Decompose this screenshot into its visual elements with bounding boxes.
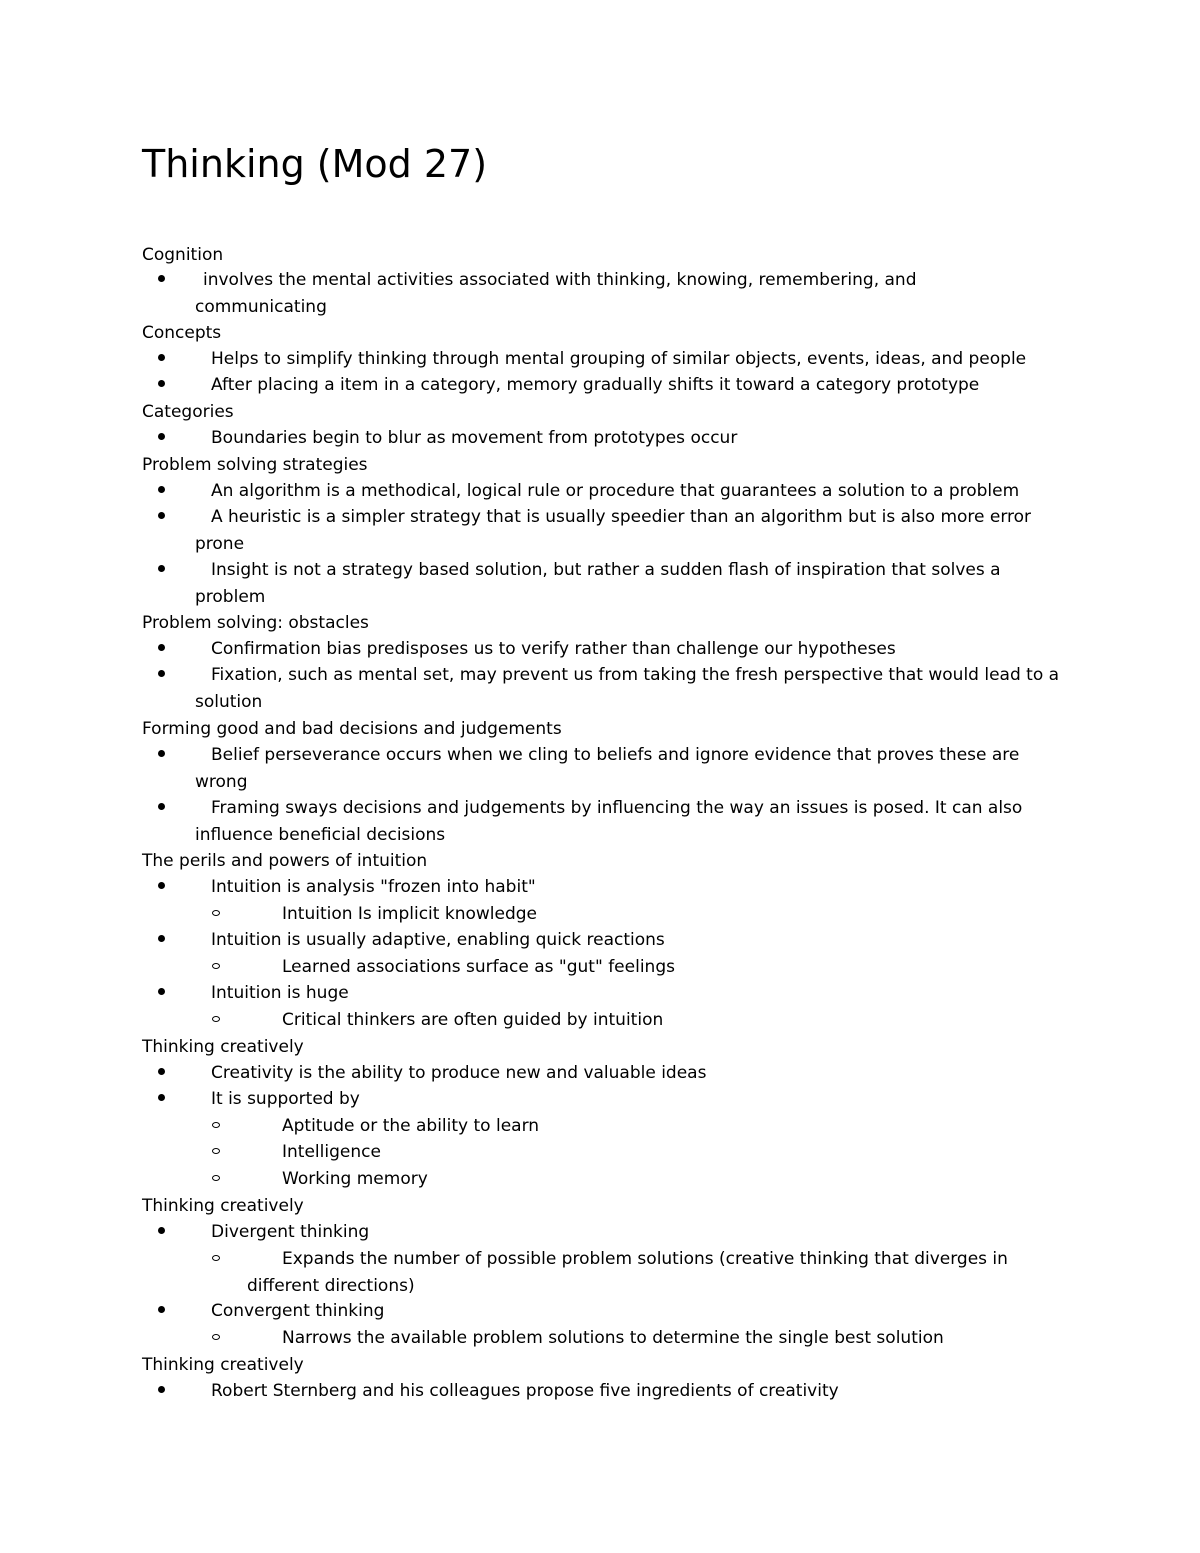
bullet-icon (158, 1386, 165, 1393)
bullet-icon (158, 512, 165, 519)
list-item: It is supported by (211, 1089, 360, 1109)
section-heading: Thinking creatively (142, 1196, 304, 1216)
list-item: involves the mental activities associated with thinking, knowing, remembering, and communicating (195, 270, 917, 317)
list-item: Confirmation bias predisposes us to verify rather than challenge our hypotheses (211, 639, 896, 659)
list-item: Convergent thinking (211, 1301, 385, 1321)
list-item: Intuition is huge (211, 983, 349, 1003)
section-heading: Problem solving strategies (142, 455, 368, 475)
list-item: Intuition is usually adaptive, enabling quick reactions (211, 930, 665, 950)
sub-bullet-icon (212, 1122, 220, 1128)
sub-list-item: Aptitude or the ability to learn (282, 1116, 540, 1136)
sub-list-item: Intelligence (282, 1142, 381, 1162)
sub-list-item: Intuition Is implicit knowledge (282, 904, 537, 924)
sub-list-item: Expands the number of possible problem solutions (creative thinking that diverges in different directions) (247, 1249, 1008, 1296)
list-item: Divergent thinking (211, 1222, 370, 1242)
section-heading: Cognition (142, 245, 224, 265)
list-item: Fixation, such as mental set, may prevent us from taking the fresh perspective that would lead to a solution (195, 665, 1060, 712)
sub-list-item: Narrows the available problem solutions to determine the single best solution (282, 1328, 944, 1348)
sub-bullet-icon (212, 910, 220, 916)
list-item: Framing sways decisions and judgements by influencing the way an issues is posed. It can also influence beneficial decisions (195, 798, 1023, 845)
section-heading: Forming good and bad decisions and judgements (142, 719, 562, 739)
sub-bullet-icon (212, 1016, 220, 1022)
sub-bullet-icon (212, 1255, 220, 1261)
bullet-icon (158, 486, 165, 493)
list-item: After placing a item in a category, memory gradually shifts it toward a category prototype (211, 375, 980, 395)
list-item: Insight is not a strategy based solution, but rather a sudden flash of inspiration that solves a problem (195, 560, 1001, 607)
section-heading: Thinking creatively (142, 1355, 304, 1375)
section-heading: Problem solving: obstacles (142, 613, 369, 633)
page-title: Thinking (Mod 27) (142, 142, 488, 186)
sub-bullet-icon (212, 963, 220, 969)
section-heading: Thinking creatively (142, 1037, 304, 1057)
bullet-icon (158, 565, 165, 572)
bullet-icon (158, 433, 165, 440)
bullet-icon (158, 935, 165, 942)
bullet-icon (158, 1094, 165, 1101)
section-heading: Concepts (142, 323, 222, 343)
list-item: Robert Sternberg and his colleagues propose five ingredients of creativity (211, 1381, 839, 1401)
bullet-icon (158, 275, 165, 282)
section-heading: The perils and powers of intuition (142, 851, 428, 871)
bullet-icon (158, 750, 165, 757)
sub-bullet-icon (212, 1148, 220, 1154)
bullet-icon (158, 644, 165, 651)
bullet-icon (158, 882, 165, 889)
list-item: Helps to simplify thinking through mental grouping of similar objects, events, ideas, and people (211, 349, 1027, 369)
sub-bullet-icon (212, 1334, 220, 1340)
list-item: An algorithm is a methodical, logical rule or procedure that guarantees a solution to a problem (211, 481, 1020, 501)
list-item: Boundaries begin to blur as movement from prototypes occur (211, 428, 738, 448)
list-item: Belief perseverance occurs when we cling to beliefs and ignore evidence that proves these are wrong (195, 745, 1020, 792)
list-item: A heuristic is a simpler strategy that is usually speedier than an algorithm but is also more error prone (195, 507, 1032, 554)
bullet-icon (158, 670, 165, 677)
bullet-icon (158, 988, 165, 995)
sub-list-item: Working memory (282, 1169, 428, 1189)
list-item: Intuition is analysis "frozen into habit" (211, 877, 536, 897)
section-heading: Categories (142, 402, 234, 422)
bullet-icon (158, 380, 165, 387)
sub-list-item: Critical thinkers are often guided by intuition (282, 1010, 664, 1030)
bullet-icon (158, 354, 165, 361)
list-item: Creativity is the ability to produce new and valuable ideas (211, 1063, 707, 1083)
bullet-icon (158, 1068, 165, 1075)
sub-bullet-icon (212, 1175, 220, 1181)
sub-list-item: Learned associations surface as "gut" feelings (282, 957, 675, 977)
bullet-icon (158, 803, 165, 810)
bullet-icon (158, 1227, 165, 1234)
bullet-icon (158, 1306, 165, 1313)
